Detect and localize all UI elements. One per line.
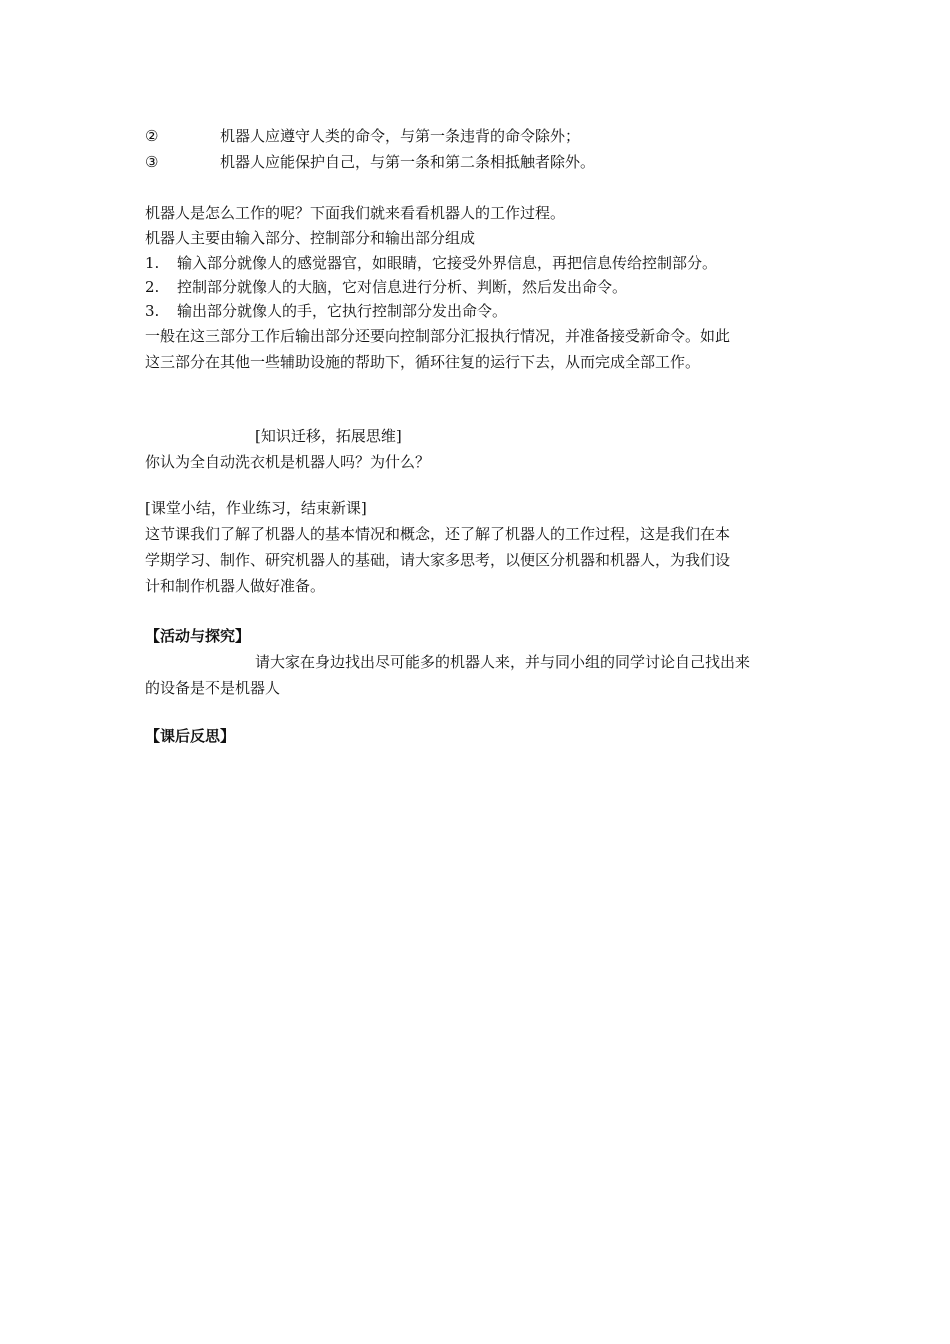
work-summary-line: 一般在这三部分工作后输出部分还要向控制部分汇报执行情况，并准备接受新命令。如此 <box>145 327 731 345</box>
transfer-heading: [知识迁移，拓展思维] <box>255 427 402 445</box>
summary-heading: [课堂小结，作业练习，结束新课] <box>145 499 367 517</box>
summary-line: 这节课我们了解了机器人的基本情况和概念，还了解了机器人的工作过程，这是我们在本 <box>145 525 731 543</box>
activity-line: 请大家在身边找出尽可能多的机器人来，并与同小组的同学讨论自己找出来 <box>255 653 751 671</box>
work-summary-line: 这三部分在其他一些辅助设施的帮助下，循环往复的运行下去，从而完成全部工作。 <box>145 353 701 371</box>
activity-line: 的设备是不是机器人 <box>145 679 281 697</box>
summary-line: 学期学习、制作、研究机器人的基础，请大家多思考，以便区分机器和机器人，为我们设 <box>145 551 731 569</box>
work-item-3 <box>145 301 507 321</box>
rule-marker: ② <box>145 127 159 145</box>
reflection-heading: 【课后反思】 <box>145 727 236 745</box>
transfer-question: 你认为全自动洗衣机是机器人吗？为什么？ <box>145 453 431 471</box>
work-intro: 机器人是怎么工作的呢？下面我们就来看看机器人的工作过程。 <box>145 204 566 222</box>
rule-text: 机器人应能保护自己，与第一条和第二条相抵触者除外。 <box>220 153 596 171</box>
item-text: 输入部分就像人的感觉器官，如眼睛，它接受外界信息，再把信息传给控制部分。 <box>177 254 718 272</box>
activity-heading: 【活动与探究】 <box>145 627 251 645</box>
item-text: 控制部分就像人的大脑，它对信息进行分析、判断，然后发出命令。 <box>177 278 628 296</box>
item-number: 1. <box>145 254 160 272</box>
rule-item-2 <box>145 126 580 146</box>
work-item-1 <box>145 253 717 273</box>
item-number: 2. <box>145 278 160 296</box>
item-text: 输出部分就像人的手，它执行控制部分发出命令。 <box>177 302 508 320</box>
work-item-2 <box>145 277 627 297</box>
rule-marker: ③ <box>145 153 159 171</box>
work-composition: 机器人主要由输入部分、控制部分和输出部分组成 <box>145 229 476 247</box>
summary-line: 计和制作机器人做好准备。 <box>145 577 326 595</box>
item-number: 3. <box>145 302 160 320</box>
rule-item-3 <box>145 152 595 172</box>
rule-text: 机器人应遵守人类的命令，与第一条违背的命令除外； <box>220 127 581 145</box>
